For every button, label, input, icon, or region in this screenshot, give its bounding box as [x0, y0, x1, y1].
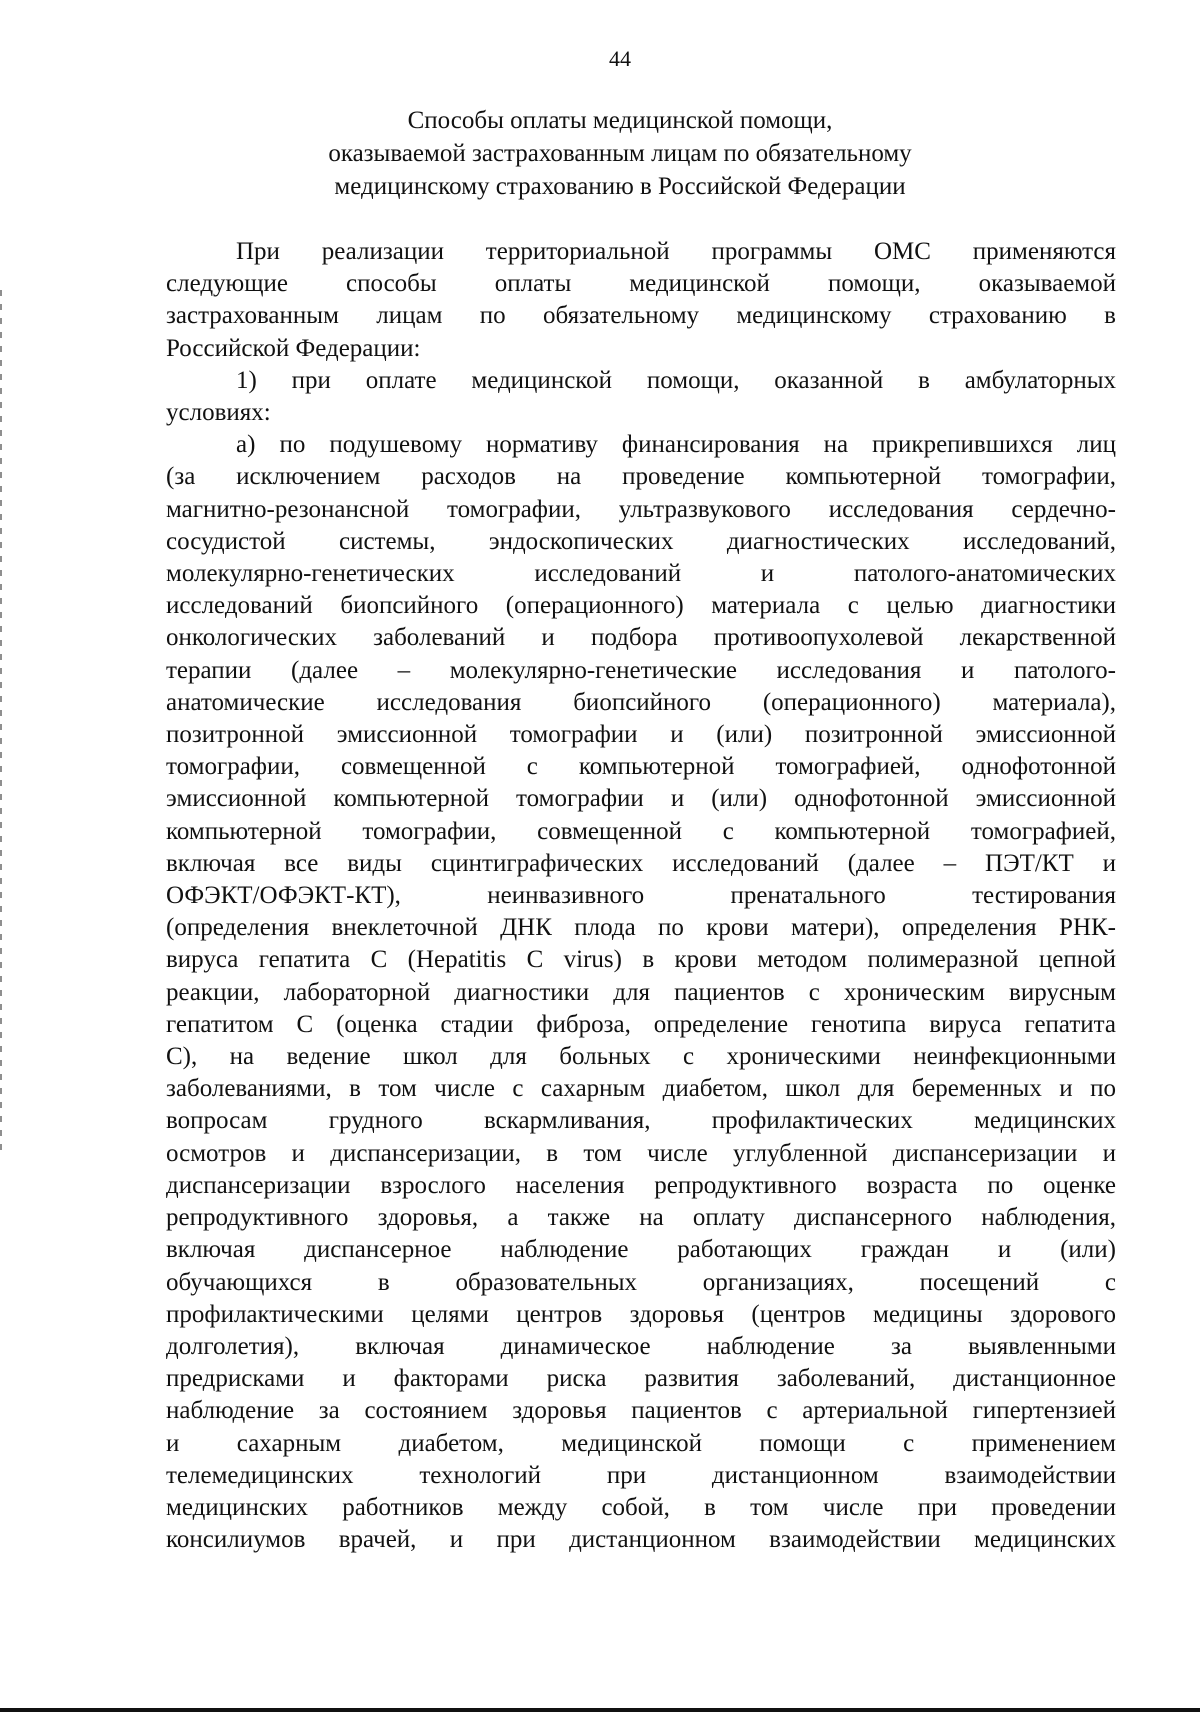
page-number: 44 [609, 46, 631, 71]
body-line: исследований биопсийного (операционного) материала с целью диагностики [166, 592, 1116, 620]
body-line: обучающихся в образовательных организациях, посещений с [166, 1268, 1116, 1296]
body-line: предрисками и факторами риска развития заболеваний, дистанционное [166, 1365, 1116, 1393]
body-line: магнитно-резонансной томографии, ультразвукового исследования сердечно- [166, 495, 1116, 523]
body-line: наблюдение за состоянием здоровья пациентов с артериальной гипертензией [166, 1397, 1116, 1425]
body-line: онкологических заболеваний и подбора противоопухолевой лекарственной [166, 624, 1116, 652]
body-line: анатомические исследования биопсийного (операционного) материала), [166, 688, 1116, 716]
body-line: следующие способы оплаты медицинской помощи, оказываемой [166, 270, 1116, 298]
body-line: медицинских работников между собой, в том числе при проведении [166, 1493, 1116, 1521]
body-line: реакции, лабораторной диагностики для пациентов с хроническим вирусным [166, 978, 1116, 1006]
body-line: (за исключением расходов на проведение компьютерной томографии, [166, 463, 1116, 491]
title-line: оказываемой застрахованным лицам по обязательному [328, 140, 912, 167]
body-line: вируса гепатита С (Hepatitis C virus) в крови методом полимеразной цепной [166, 946, 1116, 974]
body-line: При реализации территориальной программы ОМС применяются [236, 238, 1116, 265]
body-line: включая диспансерное наблюдение работающих граждан и (или) [166, 1236, 1116, 1264]
body-line: диспансеризации взрослого населения репродуктивного возраста по оценке [166, 1171, 1116, 1199]
body-line: ОФЭКТ/ОФЭКТ-КТ), неинвазивного пренатального тестирования [166, 882, 1116, 910]
body-line: терапии (далее – молекулярно-генетические исследования и патолого- [166, 656, 1116, 684]
body-line: и сахарным диабетом, медицинской помощи с применением [166, 1429, 1116, 1457]
body-line: осмотров и диспансеризации, в том числе углубленной диспансеризации и [166, 1139, 1116, 1167]
body-line: застрахованным лицам по обязательному медицинскому страхованию в [166, 302, 1116, 330]
body-line: (определения внеклеточной ДНК плода по крови матери), определения РНК- [166, 914, 1116, 942]
body-line: компьютерной томографии, совмещенной с компьютерной томографией, [166, 817, 1116, 845]
body-line: заболеваниями, в том числе с сахарным диабетом, школ для беременных и по [166, 1075, 1116, 1103]
body-line: С), на ведение школ для больных с хроническими неинфекционными [166, 1043, 1116, 1071]
body-line: позитронной эмиссионной томографии и (или) позитронной эмиссионной [166, 721, 1116, 749]
scan-bottom-edge [0, 1708, 1200, 1712]
document-body [166, 236, 1116, 1556]
document-title [0, 104, 1200, 203]
body-line: эмиссионной компьютерной томографии и (или) однофотонной эмиссионной [166, 785, 1116, 813]
title-line: медицинскому страхованию в Российской Федерации [334, 173, 906, 200]
body-line: условиях: [166, 399, 271, 427]
scan-edge-marks [0, 290, 2, 1150]
title-line: Способы оплаты медицинской помощи, [407, 107, 833, 134]
body-line: включая все виды сцинтиграфических исследований (далее – ПЭТ/КТ и [166, 849, 1116, 877]
body-line: Российской Федерации: [166, 334, 421, 362]
body-line: профилактическими целями центров здоровья (центров медицины здорового [166, 1300, 1116, 1328]
body-line: а) по подушевому нормативу финансирования на прикрепившихся лиц [236, 431, 1116, 459]
body-line: 1) при оплате медицинской помощи, оказанной в амбулаторных [236, 366, 1116, 394]
body-line: консилиумов врачей, и при дистанционном взаимодействии медицинских [166, 1526, 1116, 1554]
body-line: томографии, совмещенной с компьютерной томографией, однофотонной [166, 753, 1116, 781]
body-line: долголетия), включая динамическое наблюдение за выявленными [166, 1332, 1116, 1360]
body-line: молекулярно-генетических исследований и патолого-анатомических [166, 560, 1116, 588]
body-line: сосудистой системы, эндоскопических диагностических исследований, [166, 527, 1116, 555]
body-line: репродуктивного здоровья, а также на оплату диспансерного наблюдения, [166, 1204, 1116, 1232]
body-line: гепатитом С (оценка стадии фиброза, определение генотипа вируса гепатита [166, 1010, 1116, 1038]
body-line: вопросам грудного вскармливания, профилактических медицинских [166, 1107, 1116, 1135]
body-line: телемедицинских технологий при дистанционном взаимодействии [166, 1461, 1116, 1489]
